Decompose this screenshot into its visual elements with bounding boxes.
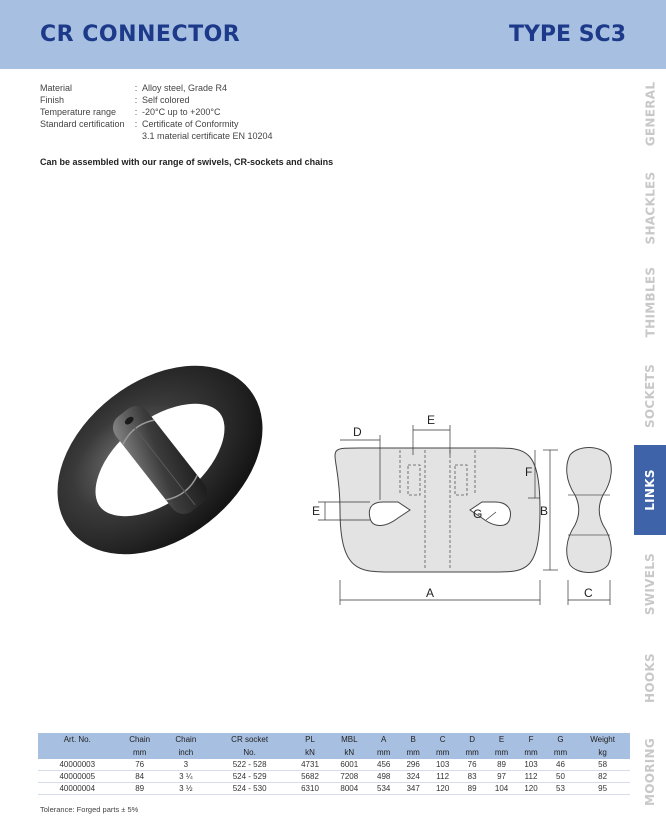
table-cell: 324: [398, 771, 427, 783]
column-header: A: [381, 735, 387, 744]
column-unit: inch: [178, 748, 194, 757]
column-unit: mm: [524, 748, 538, 757]
table-cell: 8004: [330, 783, 369, 795]
spec-key: [40, 130, 130, 142]
table-cell: 524 - 529: [209, 771, 290, 783]
table-cell: 89: [117, 783, 163, 795]
spec-value: -20°C up to +200°C: [142, 107, 221, 117]
spec-key: Material: [40, 83, 73, 93]
dim-label-g: G: [473, 507, 483, 521]
spec-colon: :: [134, 83, 138, 93]
table-cell: 6001: [330, 759, 369, 771]
table-cell: 76: [117, 759, 163, 771]
column-unit: [38, 746, 117, 759]
spec-row: [40, 94, 342, 106]
column-header: E: [498, 735, 505, 744]
table-cell: 6310: [290, 783, 329, 795]
dim-label-d: D: [353, 425, 362, 439]
table-cell: 3 ½: [163, 783, 209, 795]
dimension-drawing: [300, 410, 630, 610]
table-cell: 522 - 528: [209, 759, 290, 771]
table-cell: 84: [117, 771, 163, 783]
column-header: CR socket: [231, 735, 269, 744]
dim-label-f: F: [525, 465, 533, 479]
table-header: [38, 733, 630, 759]
spec-value: 3.1 material certificate EN 10204: [142, 131, 273, 141]
column-unit: kN: [344, 748, 355, 757]
table-cell: 95: [575, 783, 630, 795]
spec-colon: :: [134, 95, 138, 105]
tab-thimbles[interactable]: [634, 257, 666, 347]
tab-label: SOCKETS: [643, 363, 658, 429]
tab-general[interactable]: [634, 69, 666, 159]
dim-label-c: C: [584, 586, 593, 600]
spec-colon-blank: [130, 130, 142, 142]
table-cell: 120: [428, 783, 457, 795]
table-body: [38, 759, 630, 795]
table-cell: 347: [398, 783, 427, 795]
column-unit: mm: [465, 748, 479, 757]
header-row-1: [38, 733, 630, 746]
dim-label-a: A: [426, 586, 435, 600]
column-header: MBL: [341, 735, 358, 744]
table-cell: 112: [516, 771, 545, 783]
connector-photo: [40, 300, 280, 620]
table-cell: 524 - 530: [209, 783, 290, 795]
table-cell: 83: [457, 771, 486, 783]
column-unit: mm: [435, 748, 450, 757]
column-unit: kN: [305, 748, 315, 757]
spec-row: [40, 118, 342, 130]
tolerance-note: Tolerance: Forged parts ± 5%: [40, 805, 139, 814]
column-header: D: [469, 735, 475, 744]
table-cell: 5682: [290, 771, 329, 783]
table-cell: 7208: [330, 771, 369, 783]
table-cell: 104: [487, 783, 516, 795]
tab-label: SHACKLES: [643, 171, 657, 245]
table-cell: 3: [163, 759, 209, 771]
spec-key: Temperature range: [40, 107, 117, 117]
column-header: Chain: [175, 735, 197, 744]
table-cell: 82: [575, 771, 630, 783]
table-cell: 89: [457, 783, 486, 795]
table-cell: 40000004: [38, 783, 117, 795]
header-row-units: [38, 746, 630, 759]
spec-key: Standard certification: [40, 119, 125, 129]
table-row: [38, 771, 630, 783]
table-cell: 103: [428, 759, 457, 771]
table-cell: 296: [398, 759, 427, 771]
table-cell: 46: [546, 759, 575, 771]
column-header: C: [439, 735, 446, 744]
page-title: CR CONNECTOR: [40, 22, 241, 47]
spec-value: Certificate of Conformity: [142, 119, 239, 129]
dim-label-e-top: E: [427, 413, 436, 427]
dim-label-e-left: E: [312, 504, 321, 518]
column-unit: mm: [377, 748, 391, 757]
column-header: Chain: [129, 735, 151, 744]
column-unit: No.: [243, 748, 256, 757]
dim-label-b: B: [540, 504, 549, 518]
column-header: Weight: [590, 735, 615, 744]
table-cell: 103: [516, 759, 545, 771]
spec-colon: :: [134, 107, 138, 117]
table-cell: 534: [369, 783, 398, 795]
table-cell: 40000005: [38, 771, 117, 783]
column-header: PL: [305, 735, 315, 744]
column-unit: mm: [553, 748, 568, 757]
tab-label: HOOKS: [643, 653, 658, 703]
tab-label: MOORING: [643, 737, 658, 807]
spec-value: Alloy steel, Grade R4: [142, 83, 228, 93]
table-cell: 3 ¼: [163, 771, 209, 783]
tab-label: GENERAL: [643, 81, 657, 147]
column-unit: mm: [494, 748, 509, 757]
table-cell: 76: [457, 759, 486, 771]
column-unit: mm: [132, 748, 147, 757]
table-cell: 50: [546, 771, 575, 783]
tab-swivels[interactable]: [634, 539, 666, 629]
spec-value: Self colored: [142, 95, 190, 105]
table-cell: 53: [546, 783, 575, 795]
dimensions-table: [38, 733, 630, 795]
spec-row: [40, 106, 342, 118]
table-cell: 498: [369, 771, 398, 783]
specifications: [40, 82, 342, 142]
page-header: [0, 0, 666, 69]
assembly-note: Can be assembled with our range of swivels, CR-sockets and chains: [40, 157, 334, 167]
spec-row: [40, 82, 342, 94]
tab-shackles[interactable]: [634, 163, 666, 253]
column-unit: kg: [598, 748, 607, 757]
spec-row: [40, 130, 342, 142]
tab-label: THIMBLES: [643, 266, 658, 338]
table-cell: 456: [369, 759, 398, 771]
spec-key: Finish: [40, 95, 65, 105]
section-sidebar: [634, 69, 666, 816]
table-row: [38, 759, 630, 771]
tab-hooks[interactable]: [634, 633, 666, 723]
column-header: F: [528, 735, 534, 744]
table-cell: 89: [487, 759, 516, 771]
table-cell: 120: [516, 783, 545, 795]
tab-links[interactable]: [634, 445, 666, 535]
column-unit: mm: [406, 748, 420, 757]
column-header: G: [557, 735, 564, 744]
table-row: [38, 783, 630, 795]
tab-label: LINKS: [643, 469, 658, 511]
column-header: Art. No.: [63, 735, 91, 744]
product-type: TYPE SC3: [508, 22, 626, 47]
tab-mooring[interactable]: [634, 727, 666, 817]
column-header: B: [410, 735, 416, 744]
tab-label: SWIVELS: [643, 552, 657, 616]
spec-colon: :: [134, 119, 138, 129]
table-cell: 112: [428, 771, 457, 783]
table-cell: 4731: [290, 759, 329, 771]
tab-sockets[interactable]: [634, 351, 666, 441]
table-cell: 97: [487, 771, 516, 783]
table-cell: 40000003: [38, 759, 117, 771]
table-cell: 58: [575, 759, 630, 771]
